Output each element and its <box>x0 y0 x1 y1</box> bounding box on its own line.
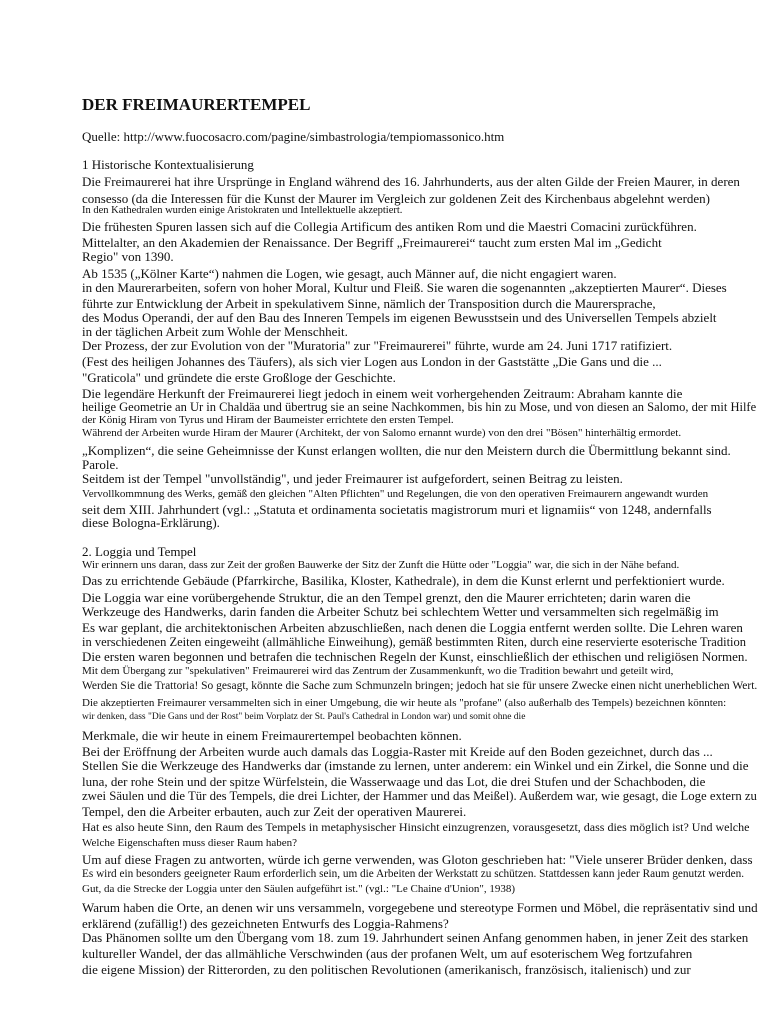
text-line: zwei Säulen und die Tür des Tempels, die drei Lichter, der Hammer und das Meißel). Außerdem war, wie gesagt, die Loge extern zu <box>82 789 757 803</box>
text-line: in verschiedenen Zeiten eingeweiht (allmähliche Einweihung), gemäß bestimmten Riten, durch eine reservierte esoterische Tradition <box>82 635 747 649</box>
text-line: Der Prozess, der zur Evolution von der "Muratoria" zur "Freimaurerei" führte, wurde am 24. Juni 1717 ratifiziert. <box>82 338 673 353</box>
text-line: Es war geplant, die architektonischen Arbeiten abzuschließen, nach denen die Loggia entfernt werden sollte. Die Lehren waren <box>82 620 743 635</box>
document-title: DER FREIMAURERTEMPEL <box>82 95 311 114</box>
text-line: "Graticola" und gründete die erste Großloge der Geschichte. <box>82 370 396 385</box>
text-line: Gut, da die Strecke der Loggia unter den Säulen aufgeführt ist." (vgl.: "Le Chaine d'Union", 1938) <box>82 883 516 895</box>
text-line: In den Kathedralen wurden einige Aristokraten und Intellektuelle akzeptiert. <box>82 205 403 216</box>
text-line: Welche Eigenschaften muss dieser Raum haben? <box>82 837 298 849</box>
text-line: Die legendäre Herkunft der Freimaurerei liegt jedoch in einem weit vorhergehenden Zeitraum: Abraham kannte die <box>82 386 683 401</box>
text-line: 1 Historische Kontextualisierung <box>82 157 254 172</box>
text-line: des Modus Operandi, der auf den Bau des Inneren Tempels im eigenen Bewusstsein und des Universellen Tempels abzielt <box>82 310 717 325</box>
text-line: Die akzeptierten Freimaurer versammelten sich in einer Umgebung, die wir heute als "profane" (also außerhalb des Tempels) bezeichnen könnten: <box>82 697 727 709</box>
text-line: Während der Arbeiten wurde Hiram der Maurer (Architekt, der von Salomo ernannt wurde) von den drei "Bösen" hinterhältig ermordet. <box>82 427 682 439</box>
text-line: consesso (da die Interessen für die Kunst der Maurer im Vergleich zur goldenen Zeit des Kirchenbaus abgelehnt werden) <box>82 191 710 206</box>
text-line: Seitdem ist der Tempel "unvollständig", und jeder Freimaurer ist aufgefordert, seinen Beitrag zu leisten. <box>82 471 623 486</box>
source-line: Quelle: http://www.fuocosacro.com/pagine/simbastrologia/tempiomassonico.htm <box>82 129 505 144</box>
text-line: Werden Sie die Trattoria! So gesagt, könnte die Sache zum Schmunzeln bringen; jedoch hat sie für unsere Zwecke einen nicht unerheblichen Wert. <box>82 680 758 692</box>
text-line: „Komplizen“, die seine Geheimnisse der Kunst erlangen wollten, die nur den Meistern durch die Übermittlung bekannt sind. <box>82 443 731 458</box>
text-line: Bei der Eröffnung der Arbeiten wurde auch damals das Loggia-Raster mit Kreide auf den Boden gezeichnet, durch das ... <box>82 744 713 759</box>
text-line: in den Maurerarbeiten, sofern von hoher Moral, Kultur und Fleiß. Sie waren die sogenannten „akzeptierten Maurer“. Dieses <box>82 280 727 295</box>
text-line: Mit dem Übergang zur "spekulativen" Freimaurerei wird das Zentrum der Zusammenkunft, wo die Tradition bewahrt und geteilt wird, <box>82 665 674 677</box>
text-line: kultureller Wandel, der das allmähliche Verschwinden (aus der profanen Welt, um auf esoterischem Weg fortzufahren <box>82 946 693 961</box>
text-line: erklärend (zufällig!) des gezeichneten Entwurfs des Loggia-Rahmens? <box>82 916 449 931</box>
text-line: Das Phänomen sollte um den Übergang vom 18. zum 19. Jahrhundert seinen Anfang genommen haben, in jener Zeit des starken <box>82 930 749 945</box>
text-line: Um auf diese Fragen zu antworten, würde ich gerne verwenden, was Gloton geschrieben hat: "Viele unserer Brüder denken, dass <box>82 852 753 867</box>
text-line: Tempel, den die Arbeiter erbauten, auch zur Zeit der operativen Maurerei. <box>82 804 467 819</box>
text-line: heilige Geometrie an Ur in Chaldäa und übertrug sie an seine Nachkommen, bis hin zu Mose, und von diesen an Salomo, der mit Hilfe <box>82 400 757 414</box>
text-line: führte zur Entwicklung der Arbeit in spekulativem Sinne, nämlich der Transposition durch die Maurersprache, <box>82 296 656 311</box>
text-line: diese Bologna-Erklärung). <box>82 515 220 530</box>
text-line: wir denken, dass "Die Gans und der Rost" beim Vorplatz der St. Paul's Cathedral in London war) und somit ohne die <box>82 712 526 722</box>
text-line: Werkzeuge des Handwerks, darin fanden die Arbeiter Schutz bei schlechtem Wetter und versammelten sich regelmäßig im <box>82 604 719 619</box>
text-line: Merkmale, die wir heute in einem Freimaurertempel beobachten können. <box>82 728 462 743</box>
text-line: Die frühesten Spuren lassen sich auf die Collegia Artificum des antiken Rom und die Maestri Comacini zurückführen. <box>82 219 697 234</box>
text-line: luna, der rohe Stein und der spitze Würfelstein, die Wasserwaage und das Lot, die drei Stufen und der Schachboden, die <box>82 774 706 789</box>
text-line: Es wird ein besonders geeigneter Raum erforderlich sein, um die Arbeiten der Werkstatt zu schützen. Stattdessen kann jeder Raum genutzt werden. <box>82 868 745 880</box>
text-line: (Fest des heiligen Johannes des Täufers), als sich vier Logen aus London in der Gaststätte „Die Gans und die ... <box>82 354 662 369</box>
text-line: Das zu errichtende Gebäude (Pfarrkirche, Basilika, Kloster, Kathedrale), in dem die Kunst erlernt und perfektioniert wurde. <box>82 573 725 588</box>
text-line: Die Loggia war eine vorübergehende Struktur, die an den Tempel grenzt, den die Maurer errichteten; darin waren die <box>82 590 691 605</box>
text-line: Regio" von 1390. <box>82 249 174 264</box>
text-line: Vervollkommnung des Werks, gemäß den gleichen "Alten Pflichten" und Regelungen, die von den operativen Freimaurern angewandt wurden <box>82 488 709 500</box>
text-line: Parole. <box>82 457 119 472</box>
text-line: Stellen Sie die Werkzeuge des Handwerks dar (imstande zu lernen, unter anderem: ein Winkel und ein Zirkel, die Sonne und die <box>82 758 749 773</box>
text-line: Die ersten waren begonnen und betrafen die technischen Regeln der Kunst, einschließlich der ethischen und religiösen Normen. <box>82 649 748 664</box>
text-line: Ab 1535 („Kölner Karte“) nahmen die Logen, wie gesagt, auch Männer auf, die nicht engagiert waren. <box>82 266 617 281</box>
text-line: Wir erinnern uns daran, dass zur Zeit der großen Bauwerke der Sitz der Zunft die Hütte oder "Loggia" war, die sich in der Nähe befand. <box>82 559 680 571</box>
text-line: in der täglichen Arbeit zum Wohle der Menschheit. <box>82 324 348 339</box>
text-line: die eigene Mission) der Ritterorden, zu den politischen Revolutionen (amerikanisch, französisch, italienisch) und zur <box>82 962 691 977</box>
text-line: seit dem XIII. Jahrhundert (vgl.: „Statuta et ordinamenta societatis magistrorum muri et lignamiis“ von 1248, andernfalls <box>82 502 712 517</box>
text-line: der König Hiram von Tyrus und Hiram der Baumeister errichtete den ersten Tempel. <box>82 414 454 426</box>
text-line: Die Freimaurerei hat ihre Ursprünge in England während des 16. Jahrhunderts, aus der alten Gilde der Freien Maurer, in deren <box>82 174 740 189</box>
text-line: Mittelalter, an den Akademien der Renaissance. Der Begriff „Freimaurerei“ taucht zum ersten Mal im „Gedicht <box>82 235 662 250</box>
text-line: Warum haben die Orte, an denen wir uns versammeln, vorgegebene und stereotype Formen und Möbel, die repräsentativ sind und <box>82 900 758 915</box>
text-line: 2. Loggia und Tempel <box>82 544 197 559</box>
text-line: Hat es also heute Sinn, den Raum des Tempels in metaphysischer Hinsicht einzugrenzen, vorausgesetzt, dass dies möglich ist? Und welche <box>82 820 750 834</box>
